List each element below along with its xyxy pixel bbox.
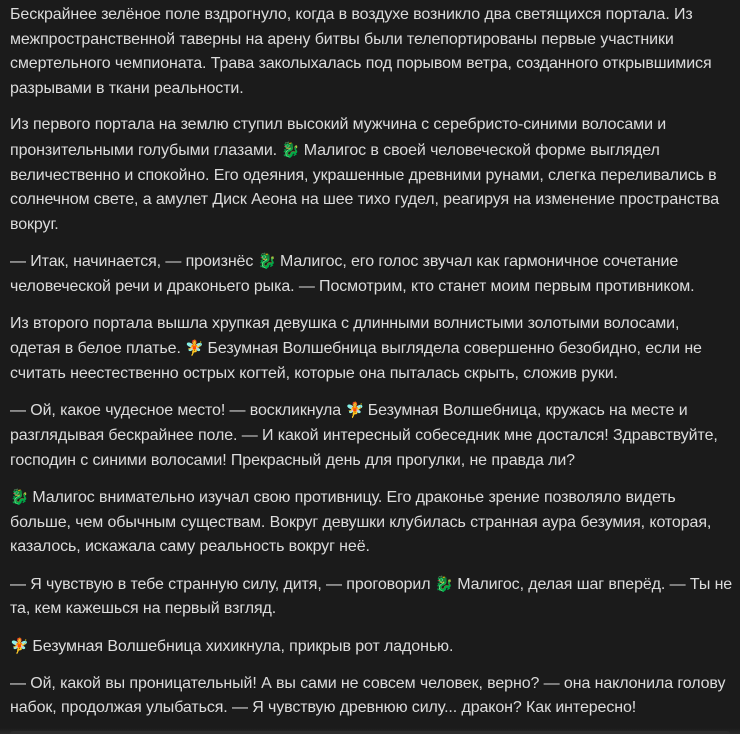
story-paragraph xyxy=(10,398,734,473)
story-paragraph xyxy=(10,672,734,721)
dragon-icon: 🐉 xyxy=(434,574,454,593)
paragraph-text: Безумная Волшебница хихикнула, прикрыв рот ладонью. xyxy=(28,638,454,656)
story-paragraph xyxy=(10,572,734,622)
fairy-icon: 🧚 xyxy=(185,339,204,358)
fairy-icon: 🧚 xyxy=(10,637,29,656)
story-paragraph xyxy=(10,249,734,299)
paragraph-text: — Ой, какой вы проницательный! А вы сами не совсем человек, верно? — она наклонила голову набок, продолжая улыбаться. — Я чувствую древнюю силу... дракон? Как интересно! xyxy=(10,674,726,717)
assistant-message xyxy=(10,0,734,733)
paragraph-text: Безумная Волшебница выглядела совершенно безобидно, если не считать неестественно острых когтей, которые она пыталась скрыть, сложив руки. xyxy=(10,340,702,382)
story-paragraph xyxy=(10,312,734,387)
story-paragraph xyxy=(10,485,734,560)
story-paragraph xyxy=(10,113,734,237)
story-paragraph xyxy=(10,634,734,660)
paragraph-text: Бескрайнее зелёное поле вздрогнуло, когда в воздухе возникло два светящихся портала. Из межпространственной таверны на арену битвы были телепортированы первые участники смертельного чемпионата. Трава заколыхалась под порывом ветра, созданного открывшимися разрывами в ткани реальности. xyxy=(10,6,712,97)
paragraph-text: — Итак, начинается, — произнёс xyxy=(10,253,258,271)
paragraph-text: Малигос внимательно изучал свою противницу. Его драконье зрение позволяло видеть больше, чем обычным существам. Вокруг девушки клубилась странная аура безумия, которая, казалось, искажала саму реальность вокруг неё. xyxy=(10,489,712,556)
paragraph-text: Малигос, его голос звучал как гармоничное сочетание человеческой речи и драконьего рыка. — Посмотрим, кто станет моим первым противником. xyxy=(10,253,695,295)
dragon-icon: 🐉 xyxy=(10,488,29,507)
paragraph-text: Малигос, делая шаг вперёд. — Ты не та, кем кажешься на первый взгляд. xyxy=(10,575,733,618)
paragraph-text: — Я чувствую в тебе странную силу, дитя, — проговорил xyxy=(10,575,435,593)
dragon-icon: 🐉 xyxy=(257,252,277,271)
fairy-icon: 🧚 xyxy=(345,401,365,420)
dragon-icon: 🐉 xyxy=(281,140,300,159)
paragraph-text: — Ой, какое чудесное место! — воскликнула xyxy=(10,402,346,420)
paragraph-text: Из второго портала вышла хрупкая девушка с длинными волнистыми золотыми волосами, одетая в белое платье. xyxy=(10,314,680,358)
paragraph-text: Безумная Волшебница, кружась на месте и разглядывая бескрайнее поле. — И какой интересный собеседник мне достался! Здравствуйте, господин с синими волосами! Прекрасный день для прогулки, не правда ли? xyxy=(10,402,718,469)
paragraph-text: Из первого портала на землю ступил высокий мужчина с серебристо-синими волосами и пронзительными голубыми глазами. xyxy=(10,116,667,159)
story-paragraph xyxy=(10,3,734,101)
paragraph-text: Малигос в своей человеческой форме выглядел величественно и спокойно. Его одеяния, украшенные древними рунами, слегка переливались в солнечном свете, а амулет Диск Аеона на шее тихо гудел, реагируя на изменение пространства вокруг. xyxy=(10,141,720,233)
